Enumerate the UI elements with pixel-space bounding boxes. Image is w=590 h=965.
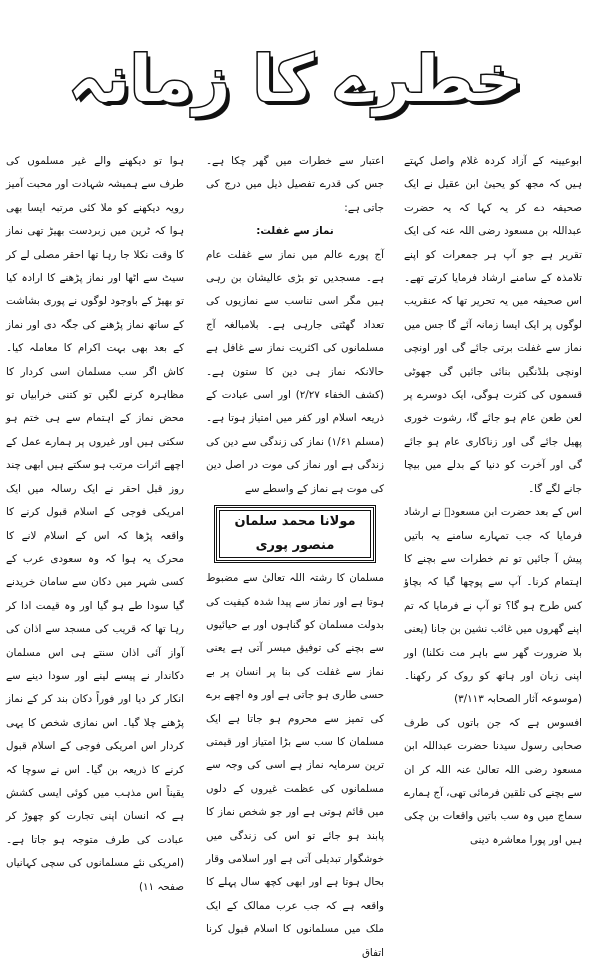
paragraph: اس کے بعد حضرت ابن مسعودؓ نے ارشاد فرمایا کہ جب تمہارے سامنے یہ باتیں پیش آ جائیں تو تم خطرات سے بچنے کا اہتمام کرنا۔ آپ سے پوچھا گیا کہ بچاؤ کس طرح ہو گا؟ تو آپ نے فرمایا کہ تم اپنے گھروں میں غائب نشین بن جانا (یعنی بلا ضرورت گھر سے باہر مت نکلنا) اور اپنی زبان اور ہاتھ کو روک کر رکھنا۔ (موسوعہ آثار الصحابہ ۳/۱۱۳) [404,506,582,706]
section-heading: نماز سے غفلت: [256,225,334,238]
column-left [6,150,184,899]
author-box [214,505,376,563]
paragraph: مسلمان کا رشتہ اللہ تعالیٰ سے مضبوط ہوتا ہے اور نماز سے پیدا شدہ کیفیت کی بدولت مسلمان کو گناہوں اور بے حیائیوں سے بچنے کی توفیق میسر آتی ہے یعنی نماز سے غفلت کی بنا پر انسان پر بے حسی طاری ہو جاتی ہے اور وہ اچھے برے کی تمیز سے محروم ہو جاتا ہے ایک مسلمان کا سب سے بڑا امتیاز اور قیمتی ترین سرمایہ نماز ہے اسی کی وجہ سے مسلمانوں کی عظمت غیروں کے دلوں میں قائم ہوتی ہے اور جو شخص نماز کا پابند ہو جائے تو اس کی زندگی میں خوشگوار تبدیلی آتی ہے اور اسلامی وقار بحال ہوتا ہے اور ابھی کچھ سال پہلے کا واقعہ ہے کہ جب عرب ممالک کے ایک ملک میں مسلمانوں کا اسلام قبول کرنا اتفاق [206,572,384,959]
paragraph: اعتبار سے خطرات میں گھر چکا ہے۔ جس کی قدرے تفصیل ذیل میں درج کی جاتی ہے: [206,155,384,214]
article-title [0,42,590,117]
paragraph: ابوعیینہ کے آزاد کردہ غلام واصل کہتے ہیں کہ مجھ کو یحییٰ ابن عقیل نے ایک صحیفہ دے کر یہ کہا کہ یہ حضرت عبداللہ بن مسعود رضی اللہ عنہ کی ایک تقریر ہے جو آپ ہر جمعرات کو اپنے تلامذہ کے سامنے ارشاد فرمایا کرتے تھے۔ اس صحیفہ میں یہ تحریر تھا کہ عنقریب لوگوں پر ایک ایسا زمانہ آئے گا جس میں نماز سے غفلت برتی جائے گی اور اونچی اونچی بلڈنگیں بنائی جائیں گی جھوٹی قسموں کی کثرت ہوگی، ایک دوسرے پر لعن طعن عام ہو جائے گا، رشوت خوری پھیل جائے گی اور زناکاری عام ہو جائے گی اور آخرت کو دنیا کے بدلے میں بیچا جانے لگے گا۔ [404,155,582,495]
paragraph: افسوس ہے کہ جن باتوں کی طرف صحابی رسول سیدنا حضرت عبداللہ ابن مسعود رضی اللہ تعالیٰ عنہ اللہ کر ان سے بچنے کی تلقین فرمائی تھی، آج ہمارے سماج میں وہ سب باتیں واقعات بن چکی ہیں اور پورا معاشرہ دینی [404,716,582,846]
title-text: خطرے کا زمانہ [68,43,522,117]
column-middle [206,150,384,965]
column-right [404,150,582,852]
paragraph: آج پورے عالم میں نماز سے غفلت عام ہے۔ مسجدیں تو بڑی عالیشان بن رہی ہیں مگر اسی تناسب سے نمازیوں کی تعداد گھٹتی جارہی ہے۔ بلامبالغہ آج مسلمانوں کی اکثریت نماز سے غافل ہے حالانکہ نماز ہی دین کا ستون ہے۔ (کشف الخفاء ۲/۲۷) اور اسی عبادت کے ذریعہ اسلام اور کفر میں امتیاز ہوتا ہے۔ (مسلم ۱/۶۱) نماز کی زندگی سے دین کی زندگی ہے اور نماز کی موت در اصل دین کی موت ہے نماز کے واسطے سے [206,248,384,495]
paragraph: ہوا تو دیکھنے والے غیر مسلموں کی طرف سے ہمیشہ شہادت اور محبت آمیز رویہ دیکھنے کو ملا کئی مرتبہ ایسا بھی ہوا کہ ٹرین میں زبردست بھیڑ تھی نماز کا وقت نکلا جا رہا تھا احقر مصلی لے کر سیٹ سے اٹھا اور نماز پڑھنے کا ارادہ کیا تو بھیڑ کے باوجود لوگوں نے پوری بشاشت کے ساتھ نماز پڑھنے کی جگہ دی اور نماز کے بعد بھی بہت اکرام کا معاملہ کیا۔ کاش اگر سب مسلمان اسی کردار کا مظاہرہ کرنے لگیں تو کتنی خرابیاں تو محض نماز کے اہتمام سے ہی ختم ہو سکتی ہیں اور غیروں پر ہمارے عمل کے اچھے اثرات مرتب ہو سکتے ہیں ابھی چند روز قبل احقر نے ایک رسالہ میں ایک امریکی فوجی کے اسلام قبول کرنے کا واقعہ پڑھا کہ اس کے اسلام لانے کا محرک یہ ہوا کہ وہ سعودی عرب کے کسی شہر میں دکان سے سامان خریدنے گیا سودا طے ہو گیا اور وہ قیمت ادا کر رہا تھا کہ قریب کی مسجد سے اذان کی آواز آئی اذان سنتے ہی اس مسلمان دکاندار نے پیسے لینے اور سودا دینے سے انکار کر دیا اور فوراً دکان بند کر کے نماز پڑھنے چلا گیا۔ اس نمازی شخص کا یہی کردار اس امریکی فوجی کے اسلام قبول کرنے کا ذریعہ بن گیا۔ اس نے سوچا کہ یقیناً اس مذہب میں کوئی ایسی کشش ہے کہ انسان اپنی تجارت کو چھوڑ کر عبادت کی طرف متوجہ ہو جاتا ہے۔ (امریکی نئے مسلمانوں کی سچی کہانیاں صفحہ ۱۱) [6,155,184,893]
author-name: مولانا محمد سلمان منصور پوری [234,514,356,554]
